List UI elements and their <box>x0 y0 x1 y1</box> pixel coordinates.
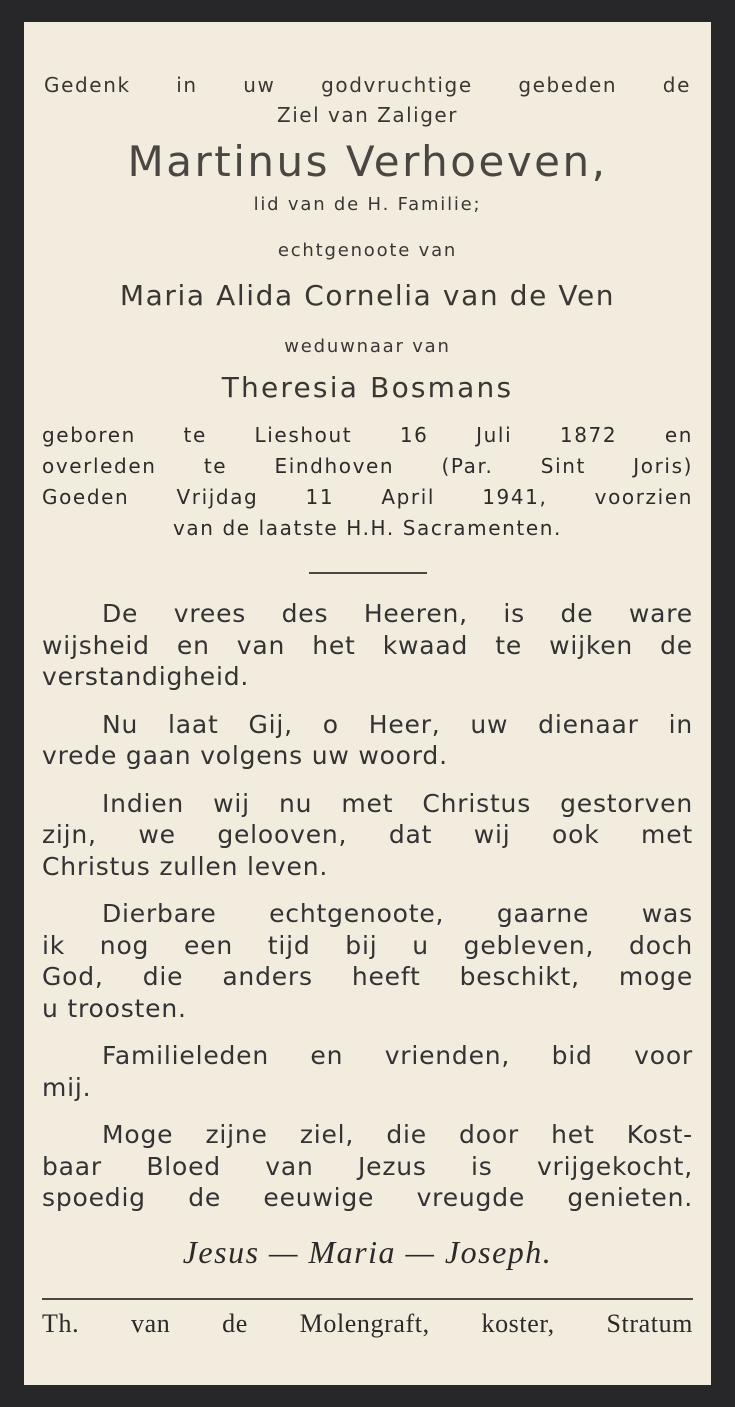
verse-6 <box>42 1119 693 1214</box>
dates-line-1: geboren te Lieshout 16 Juli 1872 en <box>42 423 693 447</box>
dates-line-3: Goeden Vrijdag 11 April 1941, voorzien <box>42 485 693 509</box>
verse-line: ik nog een tijd bij u gebleven, doch <box>42 930 693 960</box>
verse-line: Nu laat Gij, o Heer, uw dienaar in <box>102 709 693 739</box>
verse-5 <box>42 1040 693 1103</box>
verse-line: De vrees des Heeren, is de ware <box>102 599 693 628</box>
verse-line: verstandigheid. <box>42 662 250 691</box>
verse-line: wijsheid en van het kwaad te wijken de <box>42 630 693 660</box>
card-header <box>42 70 693 408</box>
printer-credit: Th. van de Molengraft, koster, Stratum <box>42 1308 693 1338</box>
verse-line: God, die anders heeft beschikt, moge <box>42 962 693 991</box>
widower-label: weduwnaar van <box>284 336 451 357</box>
verse-3 <box>42 788 693 883</box>
verse-line: u troosten. <box>42 993 187 1023</box>
intro-line-1: Gedenk in uw godvruchtige gebeden de <box>44 73 691 97</box>
verse-line: baar Bloed van Jezus is vrijgekocht, <box>42 1151 693 1181</box>
verse-line: vrede gaan volgens uw woord. <box>42 741 448 770</box>
dates-line-4: van de laatste H.H. Sacramenten. <box>172 516 563 540</box>
verse-line: zijn, we gelooven, dat wij ook met <box>42 820 693 849</box>
first-wife-name: Theresia Bosmans <box>221 371 514 404</box>
dates-line-2: overleden te Eindhoven (Par. Sint Joris) <box>42 454 693 478</box>
card-paper <box>24 22 711 1385</box>
verse-1 <box>42 598 693 693</box>
verse-line: mij. <box>42 1072 92 1102</box>
verse-4 <box>42 898 693 1024</box>
verse-line: Dierbare echtgenoote, gaarne was <box>102 899 693 928</box>
spouse-name: Maria Alida Cornelia van de Ven <box>119 279 616 312</box>
short-divider <box>309 572 427 574</box>
verse-line: spoedig de eeuwige vreugde genieten. <box>42 1183 693 1212</box>
intro-line-2: Ziel van Zaliger <box>277 103 458 127</box>
verse-line: Indien wij nu met Christus gestorven <box>102 788 693 818</box>
verse-line: Familieleden en vrienden, bid voor <box>102 1041 693 1070</box>
member-line: lid van de H. Familie; <box>253 194 482 215</box>
deceased-name: Martinus Verhoeven, <box>127 137 608 186</box>
motto: Jesus — Maria — Joseph. <box>182 1233 553 1270</box>
verse-2 <box>42 709 693 772</box>
spouse-label: echtgenoote van <box>277 240 458 261</box>
verse-line: Moge zijne ziel, die door het Kost- <box>102 1120 693 1149</box>
verse-line: Christus zullen leven. <box>42 851 329 881</box>
life-dates <box>42 420 693 544</box>
